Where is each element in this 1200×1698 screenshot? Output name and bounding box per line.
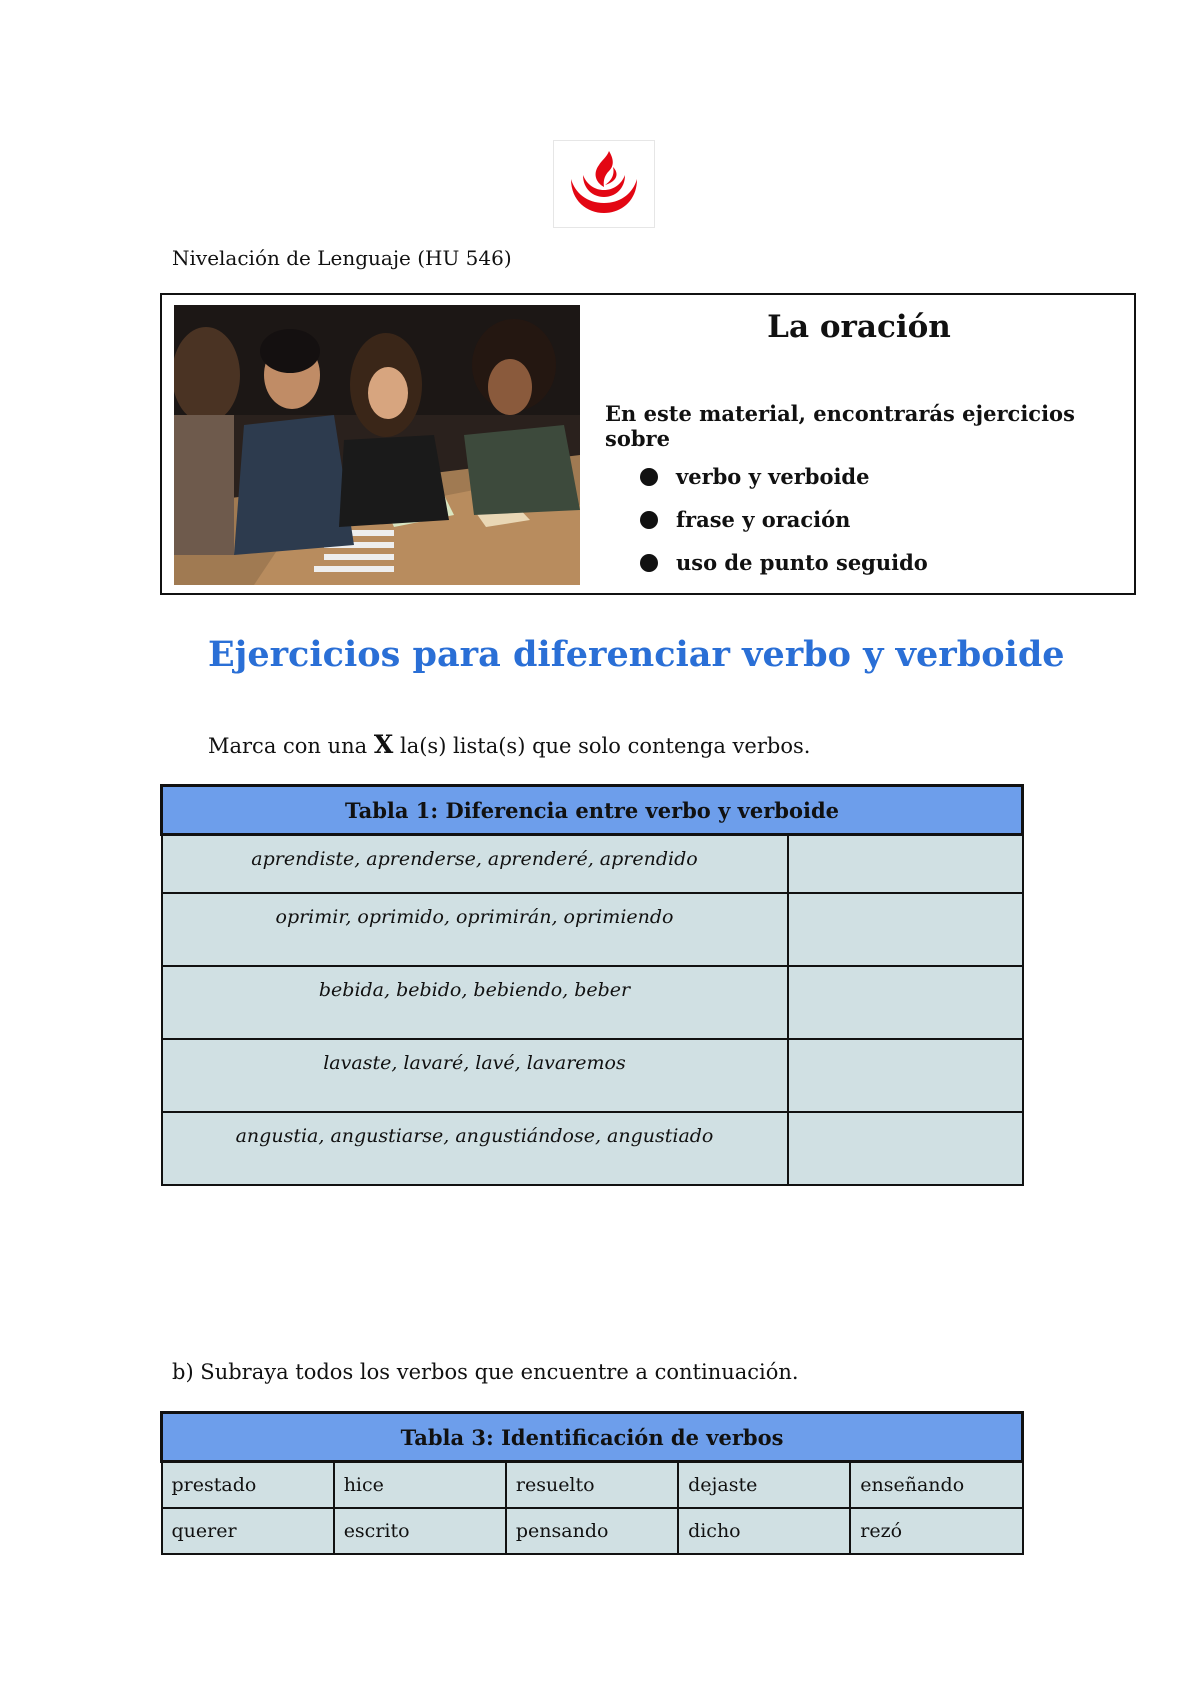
word-cell[interactable]: querer	[162, 1508, 334, 1554]
topic-item: frase y oración	[640, 498, 928, 541]
topic-item: uso de punto seguido	[640, 541, 928, 584]
word-list-cell: aprendiste, aprenderse, aprenderé, aprendido	[162, 835, 788, 893]
hero-box	[160, 293, 1136, 595]
verb-identification-table	[160, 1411, 1024, 1555]
topic-item: verbo y verboide	[640, 455, 928, 498]
bullet-icon	[640, 554, 658, 572]
verb-verboide-table	[160, 784, 1024, 1186]
mark-cell[interactable]	[788, 835, 1023, 893]
topic-list	[640, 455, 928, 584]
word-cell[interactable]: prestado	[162, 1462, 334, 1508]
course-name: Nivelación de Lenguaje (HU 546)	[172, 246, 512, 270]
table-row	[162, 835, 1023, 893]
mark-cell[interactable]	[788, 966, 1023, 1039]
table-row	[162, 1462, 1023, 1508]
hero-title: La oración	[767, 309, 951, 345]
word-list-cell: lavaste, lavaré, lavé, lavaremos	[162, 1039, 788, 1112]
mark-cell[interactable]	[788, 893, 1023, 966]
word-list-cell: oprimir, oprimido, oprimirán, oprimiendo	[162, 893, 788, 966]
mark-cell[interactable]	[788, 1039, 1023, 1112]
word-cell[interactable]: resuelto	[506, 1462, 678, 1508]
word-cell[interactable]: pensando	[506, 1508, 678, 1554]
mark-cell[interactable]	[788, 1112, 1023, 1185]
instruction-a: Marca con una X la(s) lista(s) que solo contenga verbos.	[208, 730, 811, 759]
word-list-cell: bebida, bebido, bebiendo, beber	[162, 966, 788, 1039]
table-caption: Tabla 1: Diferencia entre verbo y verboide	[162, 786, 1023, 835]
instruction-b: b) Subraya todos los verbos que encuentre a continuación.	[172, 1360, 799, 1384]
university-logo	[553, 140, 655, 228]
word-cell[interactable]: enseñando	[850, 1462, 1022, 1508]
upc-flame-logo-icon	[563, 149, 645, 219]
table-row	[162, 1039, 1023, 1112]
word-cell[interactable]: dejaste	[678, 1462, 850, 1508]
bullet-icon	[640, 511, 658, 529]
table-row	[162, 893, 1023, 966]
hero-intro: En este material, encontrarás ejercicios sobre	[605, 401, 1075, 451]
table-row	[162, 1508, 1023, 1554]
table-caption: Tabla 3: Identificación de verbos	[162, 1413, 1023, 1462]
section-title: Ejercicios para diferenciar verbo y verboide	[208, 634, 1065, 675]
students-photo	[174, 305, 580, 585]
table-row	[162, 966, 1023, 1039]
bullet-icon	[640, 468, 658, 486]
word-cell[interactable]: dicho	[678, 1508, 850, 1554]
word-cell[interactable]: hice	[334, 1462, 506, 1508]
word-cell[interactable]: escrito	[334, 1508, 506, 1554]
table-row	[162, 1112, 1023, 1185]
word-list-cell: angustia, angustiarse, angustiándose, angustiado	[162, 1112, 788, 1185]
x-mark: X	[373, 730, 394, 759]
word-cell[interactable]: rezó	[850, 1508, 1022, 1554]
